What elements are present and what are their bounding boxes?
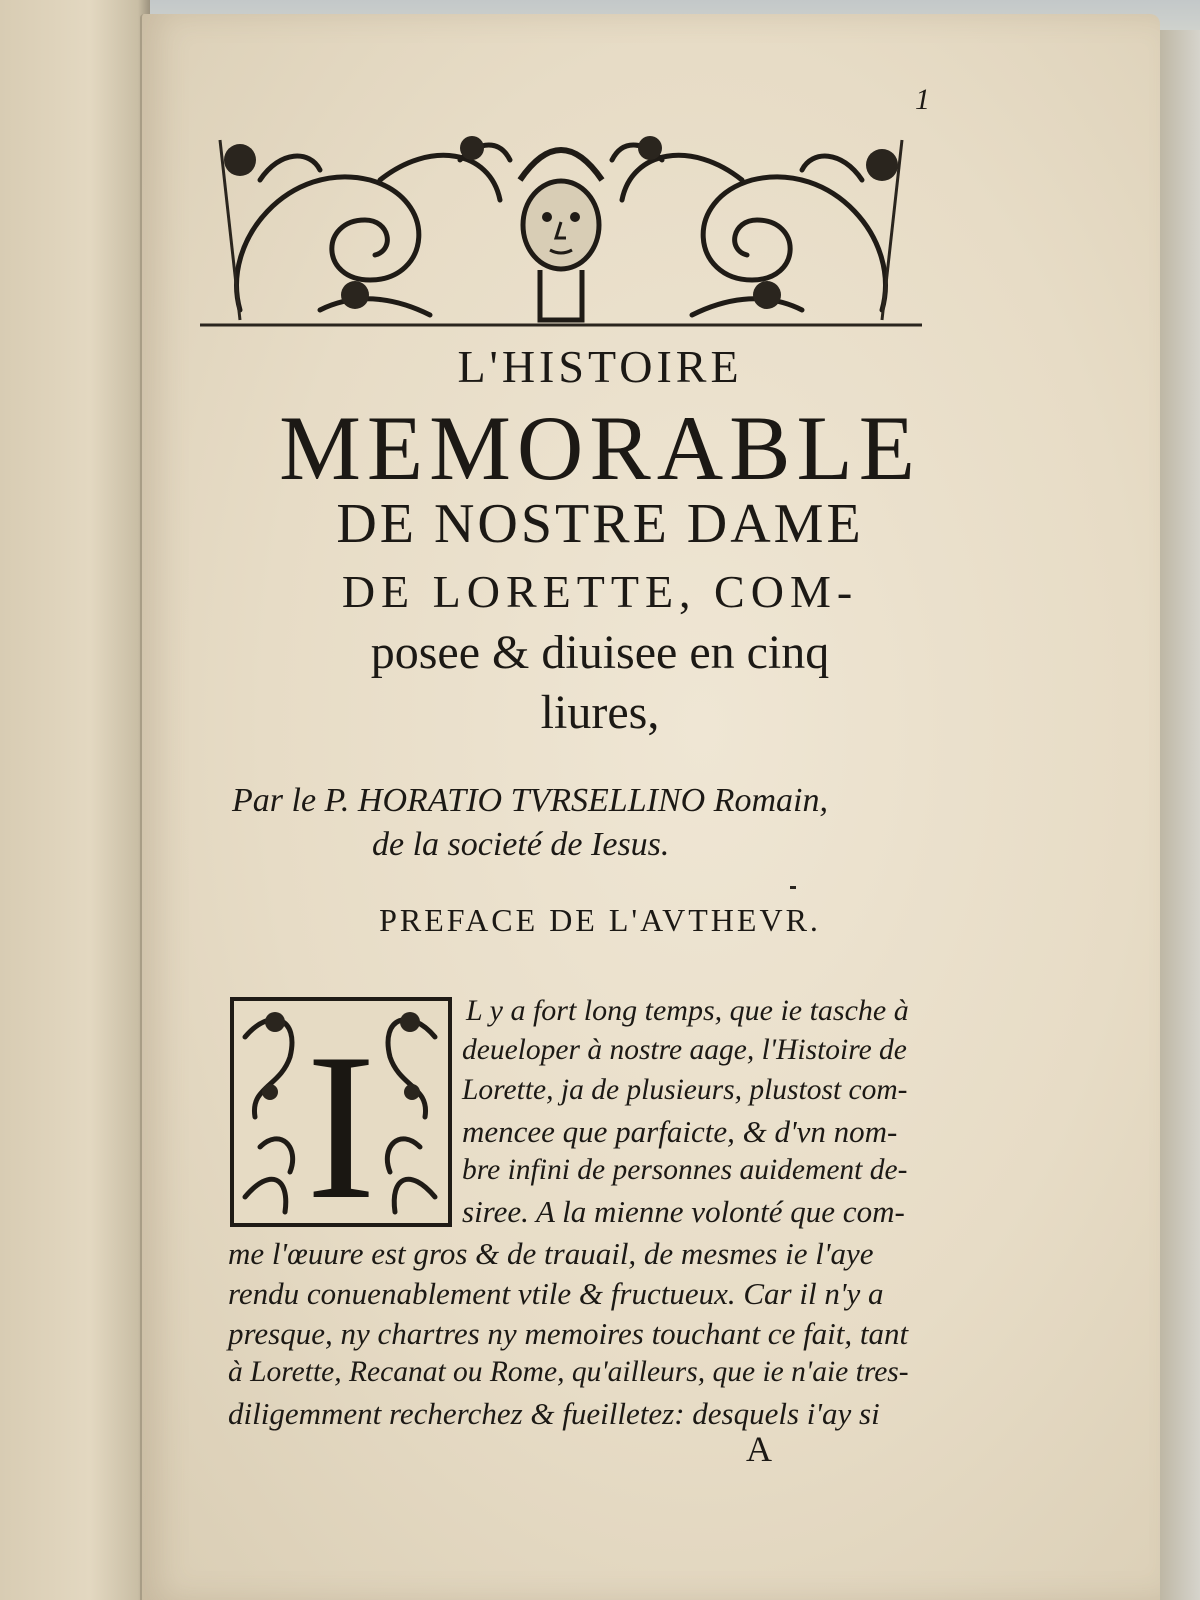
body-line-2: deueloper à nostre aage, l'Histoire de (462, 1034, 907, 1066)
left-page-edge (0, 0, 150, 1600)
author-line-2: de la societé de Iesus. (372, 826, 670, 863)
preface-heading: PREFACE DE L'AVTHEVR. (379, 902, 821, 938)
central-mask-figure (520, 150, 602, 320)
initial-letter-glyph: I (306, 1011, 376, 1227)
body-line-5: bre infini de personnes auidement de- (462, 1154, 908, 1186)
title-line-5: posee & diuisee en cinq (370, 626, 830, 679)
decorated-initial (230, 997, 452, 1227)
body-line-8: rendu conuenablement vtile & fructueux. Car il n'y a (228, 1276, 884, 1311)
page-number: 1 (915, 83, 930, 116)
title-line-2: MEMORABLE (279, 397, 921, 499)
body-line-6: siree. A la mienne volonté que com- (462, 1194, 905, 1229)
body-line-4: mencee que parfaicte, & d'vn nom- (462, 1114, 898, 1149)
body-line-9: presque, ny chartres ny memoires touchant ce fait, tant (228, 1316, 909, 1351)
body-line-3: Lorette, ja de plusieurs, plustost com- (462, 1074, 908, 1106)
ornamental-headpiece (200, 120, 922, 330)
body-line-10: à Lorette, Recanat ou Rome, qu'ailleurs, que ie n'aie tres- (228, 1356, 909, 1388)
body-line-11: diligemment recherchez & fueilletez: desquels i'ay si (228, 1396, 880, 1431)
title-line-3: DE NOSTRE DAME (336, 493, 864, 555)
body-line-1: L y a fort long temps, que ie tasche à (466, 994, 909, 1027)
title-line-4: DE LORETTE, COM- (341, 566, 859, 617)
title-line-6: liures, (540, 686, 660, 739)
stray-mark (790, 886, 796, 889)
signature-mark: A (746, 1429, 772, 1469)
title-line-1: L'HISTOIRE (457, 341, 743, 392)
body-line-7: me l'œuure est gros & de trauail, de mesmes ie l'aye (228, 1236, 874, 1271)
author-line-1: Par le P. HORATIO TVRSELLINO Romain, (232, 782, 828, 819)
